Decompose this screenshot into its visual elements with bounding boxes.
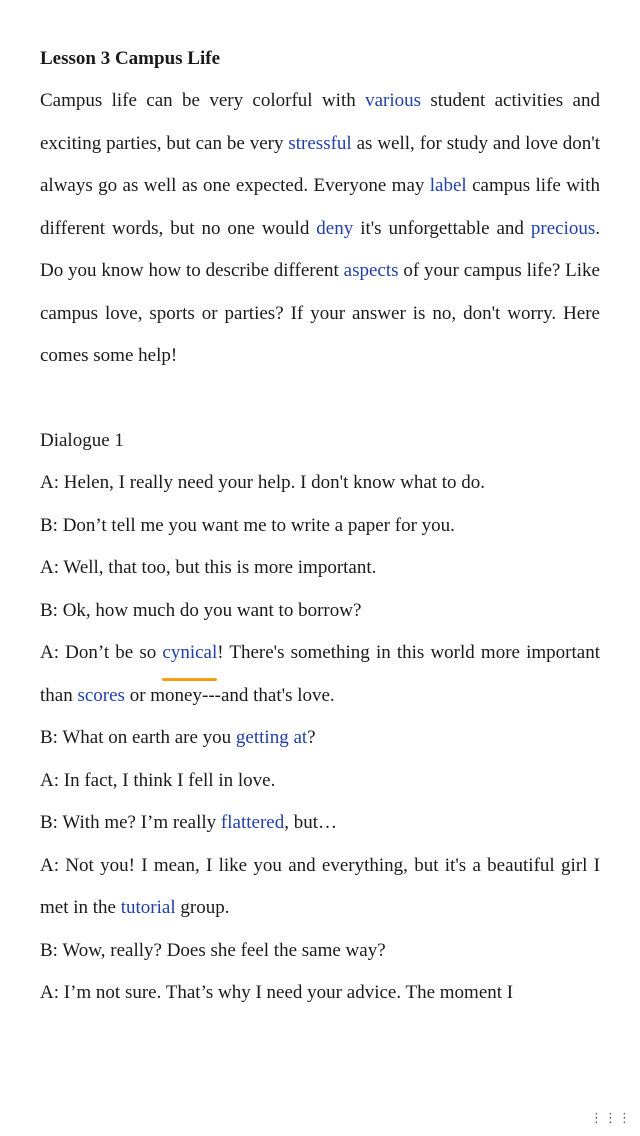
text-run: B: Ok, how much do you want to borrow? bbox=[40, 599, 362, 621]
text-run: ? bbox=[307, 727, 316, 748]
keyword: deny bbox=[316, 217, 354, 239]
text-run: B: With me? I’m really bbox=[40, 812, 221, 833]
text-run: ! There's something in this world more important than bbox=[40, 642, 600, 706]
text-run: A: Not you! I mean, I like you and everything, but it's a beautiful girl I met in the bbox=[40, 854, 600, 918]
keyword: stressful bbox=[288, 132, 352, 154]
dialogue-line bbox=[40, 505, 600, 548]
text-run: A: I’m not sure. That’s why I need your advice. The moment I bbox=[40, 982, 514, 1003]
text-run: of your campus life? Like campus love, sports or parties? If your answer is no, don't worry. Here comes some help! bbox=[40, 260, 600, 366]
keyword: flattered bbox=[220, 812, 285, 833]
text-run: A: In fact, I think I fell in love. bbox=[40, 769, 276, 791]
dialogue-line bbox=[40, 547, 600, 590]
text-run: it's unforgettable and bbox=[353, 217, 531, 239]
dialogue-line bbox=[40, 760, 600, 803]
text-run: A: Don’t be so bbox=[40, 642, 163, 663]
keyword: precious bbox=[530, 217, 596, 239]
dialogue-line bbox=[40, 802, 600, 845]
dialogue-lines bbox=[40, 462, 600, 1015]
dialogue-line bbox=[40, 717, 600, 760]
paragraph-spacer bbox=[40, 378, 600, 420]
keyword: tutorial bbox=[120, 897, 176, 918]
dialogue-line bbox=[40, 462, 600, 505]
text-run: B: What on earth are you bbox=[40, 727, 236, 748]
text-run: Campus life can be very colorful with bbox=[40, 90, 366, 111]
dialogue-heading: Dialogue 1 bbox=[40, 429, 124, 451]
text-run: , but… bbox=[284, 812, 337, 833]
dialogue-line bbox=[40, 845, 600, 930]
dialogue-line bbox=[40, 930, 600, 973]
intro-paragraph bbox=[40, 80, 600, 378]
text-run: student activities and exciting parties, but can be very bbox=[40, 90, 600, 154]
dialogue-line bbox=[40, 632, 600, 717]
text-run: or money---and that's love. bbox=[124, 684, 335, 706]
keyword: getting at bbox=[235, 727, 308, 748]
document-page bbox=[40, 38, 600, 1015]
text-run: as well, for study and love don't always go as well as one expected. Everyone may bbox=[40, 132, 601, 196]
dialogue-line bbox=[40, 590, 600, 633]
keyword: aspects bbox=[343, 260, 399, 281]
dialogue-line bbox=[40, 972, 600, 1015]
keyword: label bbox=[429, 175, 467, 196]
keyword: various bbox=[365, 90, 422, 111]
text-run: A: Helen, I really need your help. I don't know what to do. bbox=[40, 472, 486, 493]
keyword: scores bbox=[77, 684, 125, 706]
text-run: campus life with different words, but no one would bbox=[40, 175, 600, 239]
text-run: B: Don’t tell me you want me to write a paper for you. bbox=[40, 514, 455, 536]
lesson-title: Lesson 3 Campus Life bbox=[40, 48, 220, 69]
highlighted-keyword: cynical bbox=[162, 632, 217, 675]
corner-mark: ⋮⋮⋮ bbox=[590, 1111, 632, 1126]
text-run: A: Well, that too, but this is more important. bbox=[40, 557, 377, 578]
text-run: group. bbox=[175, 897, 230, 918]
text-run: B: Wow, really? Does she feel the same way? bbox=[40, 939, 386, 961]
text-run: . Do you know how to describe different bbox=[40, 217, 600, 281]
